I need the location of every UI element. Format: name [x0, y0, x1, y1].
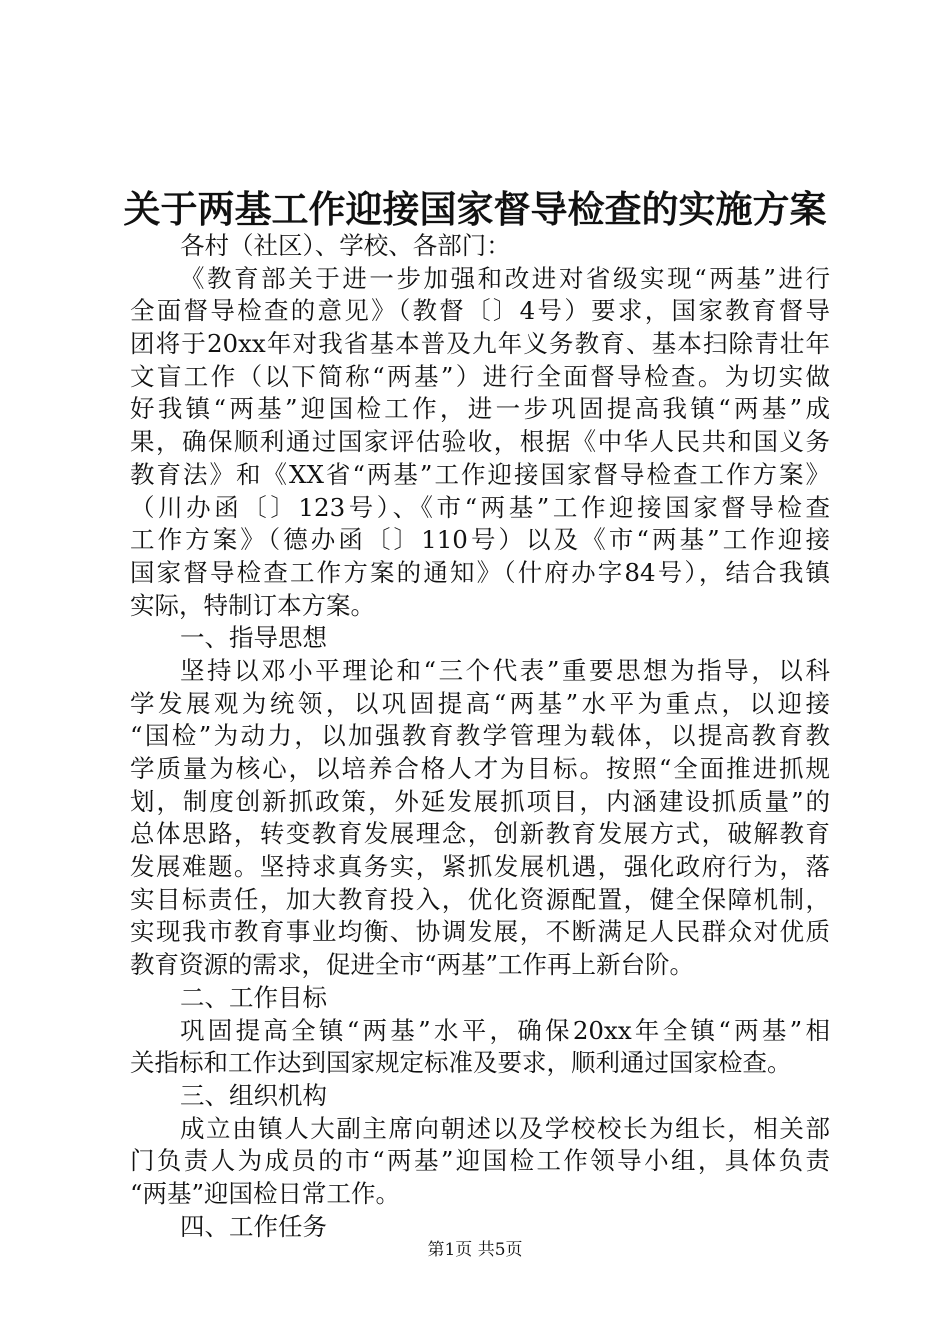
- paragraph-line: 总体思路，转变教育发展理念，创新教育发展方式，破解教育: [130, 819, 830, 849]
- paragraph-line: 门负责人为成员的市“两基”迎国检工作领导小组，具体负责: [130, 1146, 830, 1176]
- paragraph-line: 划，制度创新抓政策，外延发展抓项目，内涵建设抓质量”的: [130, 786, 830, 816]
- salutation-line: 各村（社区）、学校、各部门：: [180, 231, 511, 260]
- paragraph-line: 果，确保顺利通过国家评估验收，根据《中华人民共和国义务: [130, 427, 830, 457]
- section-heading: 一、指导思想: [180, 623, 327, 653]
- paragraph-line: 文盲工作（以下简称“两基”）进行全面督导检查。为切实做: [130, 361, 830, 391]
- paragraph-line: 团将于20xx年对我省基本普及九年义务教育、基本扫除青壮年: [130, 329, 830, 359]
- paragraph-line: 实现我市教育事业均衡、协调发展，不断满足人民群众对优质: [130, 917, 830, 947]
- paragraph-line: 好我镇“两基”迎国检工作，进一步巩固提高我镇“两基”成: [130, 394, 830, 424]
- paragraph-line: 教育法》和《XX省“两基”工作迎接国家督导检查工作方案》: [130, 459, 830, 489]
- section-heading: 二、工作目标: [180, 982, 327, 1012]
- paragraph-line: （川办函〔〕123号）、《市“两基”工作迎接国家督导检查: [130, 492, 830, 522]
- paragraph-line: 关指标和工作达到国家规定标准及要求，顺利通过国家检查。: [130, 1048, 792, 1078]
- paragraph-line: “两基”迎国检日常工作。: [130, 1178, 401, 1208]
- section-heading: 四、工作任务: [180, 1211, 327, 1241]
- paragraph-line: 坚持以邓小平理论和“三个代表”重要思想为指导，以科: [180, 655, 830, 685]
- paragraph-line: 学发展观为统领，以巩固提高“两基”水平为重点，以迎接: [130, 688, 830, 718]
- document-title: 关于两基工作迎接国家督导检查的实施方案: [123, 187, 827, 231]
- paragraph-line: 巩固提高全镇“两基”水平，确保20xx年全镇“两基”相: [180, 1015, 830, 1045]
- paragraph-line: 发展难题。坚持求真务实，紧抓发展机遇，强化政府行为，落: [130, 852, 830, 882]
- paragraph-line: 成立由镇人大副主席向朝述以及学校校长为组长，相关部: [180, 1113, 830, 1143]
- paragraph-line: 《教育部关于进一步加强和改进对省级实现“两基”进行: [180, 263, 830, 293]
- paragraph-line: 学质量为核心，以培养合格人才为目标。按照“全面推进抓规: [130, 754, 830, 783]
- paragraph-line: “国检”为动力，以加强教育教学管理为载体，以提高教育教: [130, 721, 830, 751]
- paragraph-line: 教育资源的需求，促进全市“两基”工作再上新台阶。: [130, 950, 695, 980]
- paragraph-line: 国家督导检查工作方案的通知》（什府办字84号），结合我镇: [130, 557, 830, 587]
- document-body: [130, 230, 830, 1243]
- paragraph-line: 工作方案》（德办函〔〕110号）以及《市“两基”工作迎接: [130, 525, 830, 555]
- paragraph-line: 实际，特制订本方案。: [130, 590, 375, 620]
- paragraph-line: 实目标责任，加大教育投入，优化资源配置，健全保障机制，: [130, 884, 830, 914]
- paragraph-line: 全面督导检查的意见》（教督〔〕4号）要求，国家教育督导: [130, 296, 830, 326]
- section-heading: 三、组织机构: [180, 1080, 327, 1110]
- page-number-footer: 第1页 共5页: [427, 1240, 523, 1260]
